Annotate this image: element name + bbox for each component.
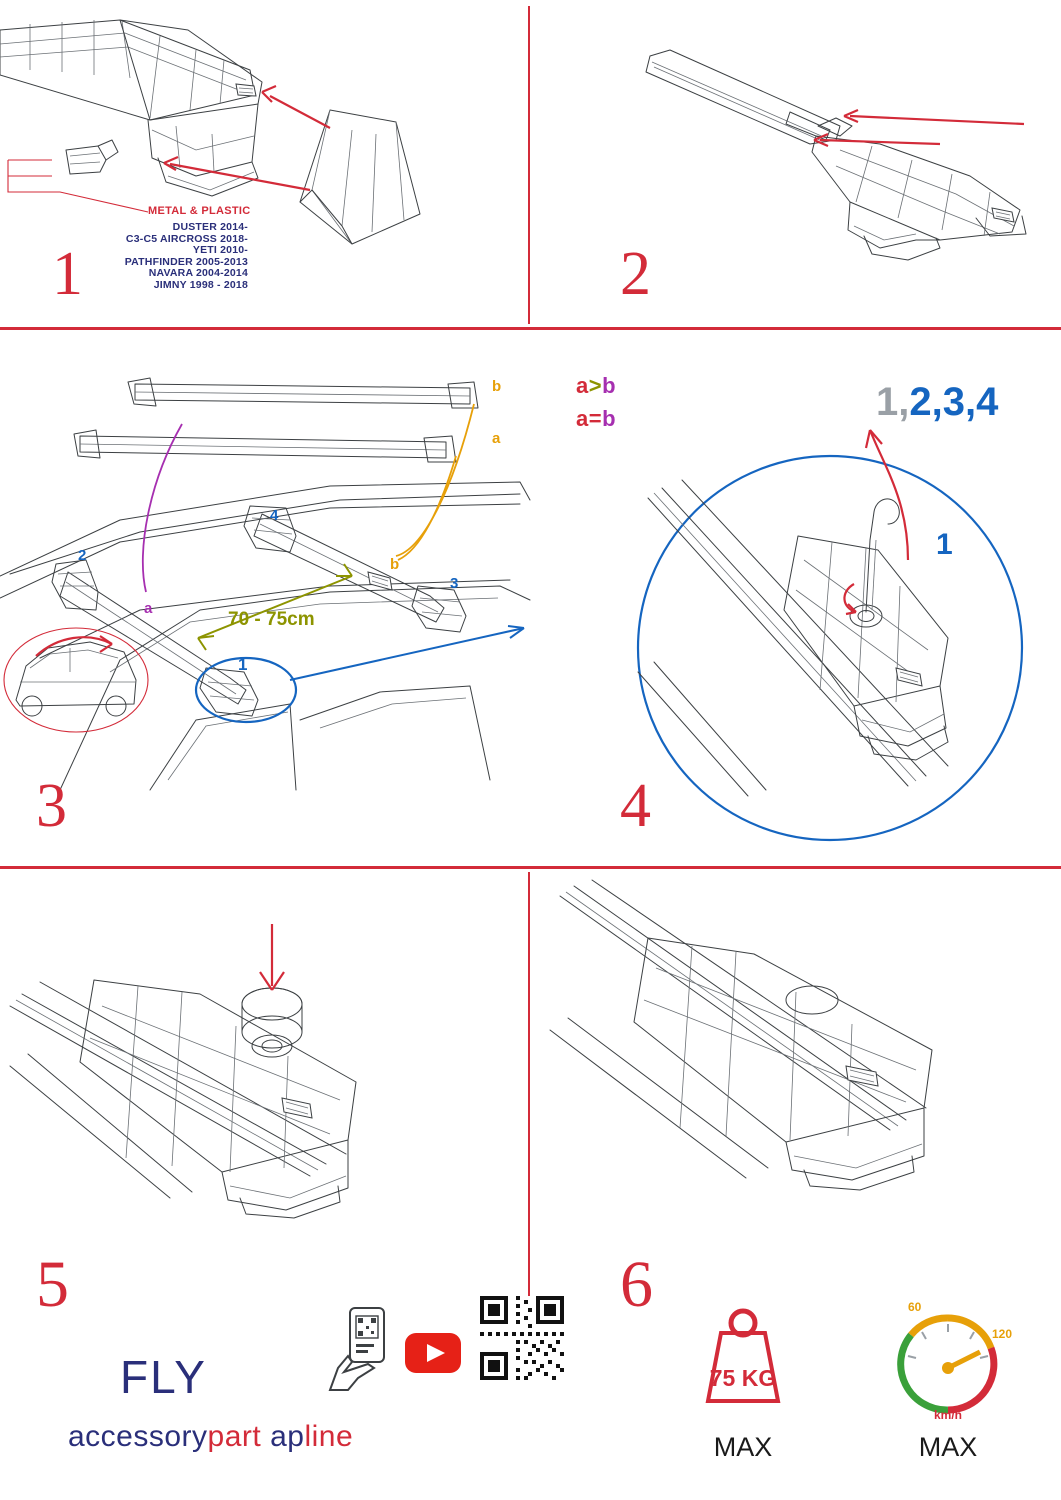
brand-word-ap: ap [270,1420,305,1453]
vertical-divider-lower [528,872,530,1342]
inequality-right: b [602,373,617,398]
max-load-value: 75 KG [709,1365,777,1391]
step4-callout-number: 1 [936,528,953,561]
inequality-a-greater-b [576,373,616,399]
step-2-number: 2 [620,240,651,308]
inequality-operator: = [588,406,603,431]
vehicle-item: C3-C5 AIRCROSS 2018- [125,232,248,245]
tightening-sequence [876,380,998,425]
youtube-icon[interactable] [404,1332,462,1374]
sequence-first: 1, [876,380,910,424]
gauge-tick-120: 120 [992,1327,1013,1341]
speed-unit-label: km/h [933,1408,962,1422]
vehicle-item: JIMNY 1998 - 2018 [153,278,248,291]
sequence-rest: 2,3,4 [909,380,999,424]
phone-qr-scan-icon[interactable] [328,1306,390,1392]
section-divider-top [0,327,1061,330]
foot-label-1: 1 [238,655,248,674]
inequality-a-equals-b [576,406,616,432]
step-5-number: 5 [36,1248,69,1321]
brand-word-accessory: accessory [68,1420,208,1453]
bar-label-b-top: b [492,378,502,395]
step-6-number: 6 [620,1248,653,1321]
step6-illustration [540,880,1040,1210]
max-load-label: MAX [713,1432,773,1462]
bar-label-a-top: a [492,430,501,447]
foot-label-2: 2 [78,547,87,564]
inequality-left: a [576,406,589,431]
step-4-number: 4 [620,772,651,840]
vehicle-item: YETI 2010- [192,244,248,256]
max-speed-label: MAX [918,1432,978,1462]
distance-label: 70 - 75cm [228,609,315,630]
bar-label-b-middle: b [390,556,400,573]
foot-label-3: 3 [450,575,459,592]
vehicle-item: DUSTER 2014- [172,221,248,233]
vehicle-compatibility-list [0,222,248,291]
step-3-number: 3 [36,772,67,840]
metal-plastic-note: METAL & PLASTIC [148,205,251,217]
inequality-operator: > [588,373,603,398]
vertical-divider-upper [528,6,530,324]
qr-code-icon[interactable] [480,1296,564,1380]
step2-illustration [640,40,1050,260]
speedometer-icon [896,1312,1000,1416]
step1-illustration [0,0,520,250]
bar-label-a-left: a [144,600,153,617]
brand-word-part: part [207,1420,262,1453]
brand-subtitle [68,1420,353,1454]
gauge-tick-60: 60 [908,1300,922,1314]
step4-illustration [608,440,1048,840]
foot-label-4: 4 [270,507,279,524]
section-divider-bottom [0,866,1061,869]
vehicle-item: NAVARA 2004-2014 [148,267,248,279]
step5-illustration [10,886,510,1216]
inequality-right: b [602,406,617,431]
step-1-number: 1 [52,240,83,308]
inequality-left: a [576,373,589,398]
step3-illustration [0,360,530,850]
vehicle-item: PATHFINDER 2005-2013 [124,255,248,268]
brand-word-line: line [304,1420,354,1453]
brand-title: FLY [120,1351,207,1403]
